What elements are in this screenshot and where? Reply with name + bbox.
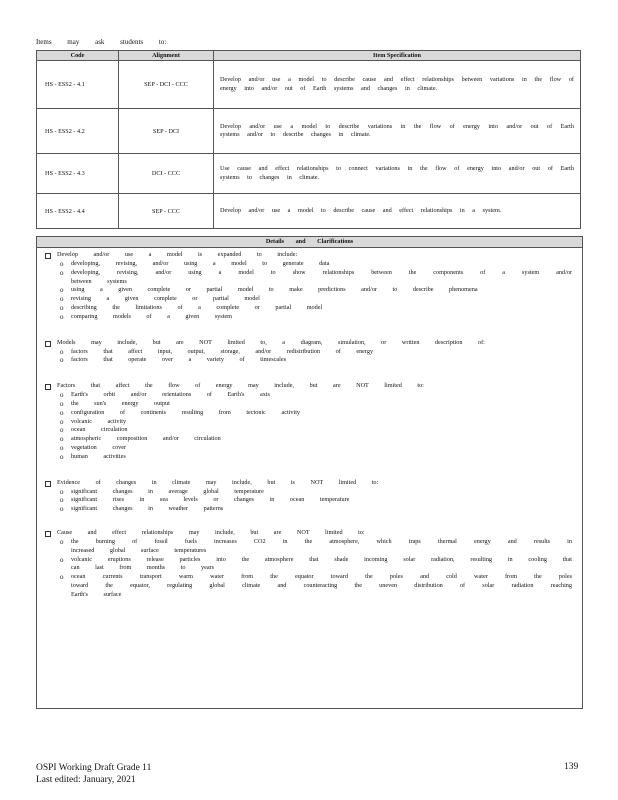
row-alignment: SEP - DCI <box>119 109 214 154</box>
list-item-text: ocean currents transport warm water from the equator toward the poles and cold water from the poles toward the equator, regulating global climate and counteracting the uneven distribution of solar radiation reaching Earth's surface <box>71 573 572 598</box>
circle-bullet-icon: o <box>60 435 64 444</box>
circle-bullet-icon: o <box>60 505 64 514</box>
list-item <box>43 426 576 435</box>
details-section <box>43 338 576 366</box>
list-item-text: comparing models of a given system <box>71 312 232 320</box>
section-heading-text: Develop and/or use a model is expanded to include: <box>57 251 298 258</box>
section-heading <box>43 338 576 348</box>
list-item-text: atmospheric composition and/or circulation <box>71 435 221 443</box>
list-item <box>43 269 576 287</box>
list-item-text: volcanic activity <box>71 417 127 425</box>
square-bullet-icon <box>45 253 51 259</box>
list-item <box>43 400 576 409</box>
list-item <box>43 313 576 322</box>
details-section <box>43 381 576 461</box>
list-item <box>43 356 576 365</box>
section-heading-text: Factors that affect the flow of energy may include, but are NOT limited to: <box>57 382 424 390</box>
circle-bullet-icon: o <box>60 391 64 400</box>
circle-bullet-icon: o <box>60 487 64 496</box>
list-item <box>43 260 576 269</box>
row-code: HS - ESS2 - 4.3 <box>37 154 119 194</box>
list-item-text: developing, revising, and/or using a model to generate data <box>71 260 330 267</box>
section-heading-text: Cause and effect relationships may include, but are NOT limited to: <box>57 528 365 536</box>
table-header-row <box>37 51 581 61</box>
alignment-header: Alignment <box>119 51 214 61</box>
list-item <box>43 488 576 497</box>
list-item-text: significant changes in average global temperature <box>71 487 264 495</box>
details-header: Details and Clarifications <box>37 236 582 248</box>
row-spec: Develop and/or use a model to describe cause and effect relationships in a system. <box>214 194 581 229</box>
square-bullet-icon <box>45 341 51 347</box>
list-item-text: vegetation cover <box>71 443 127 451</box>
list-item-text: configuration of continents resulting from tectonic activity <box>71 408 301 416</box>
list-item <box>43 295 576 304</box>
intro-text: Items may ask students to: <box>36 38 167 46</box>
item-specification-table <box>36 50 581 229</box>
row-alignment: SEP - DCI - CCC <box>119 61 214 109</box>
circle-bullet-icon: o <box>60 286 64 295</box>
list-item <box>43 286 576 295</box>
list-item <box>43 348 576 357</box>
list-item-text: the burning of fossil fuels increases CO2 in the atmosphere, which traps thermal energy and results in increased global surface temperatures <box>71 537 572 554</box>
circle-bullet-icon: o <box>60 347 64 356</box>
list-item-text: the sun's energy output <box>71 399 170 407</box>
row-code: HS - ESS2 - 4.1 <box>37 61 119 109</box>
circle-bullet-icon: o <box>60 312 64 321</box>
list-item-text: significant rises in sea levels or changes in ocean temperature <box>71 496 350 504</box>
circle-bullet-icon: o <box>60 295 64 304</box>
row-code: HS - ESS2 - 4.2 <box>37 109 119 154</box>
footer-doc-title: OSPI Working Draft Grade 11 <box>36 763 152 773</box>
list-item-text: significant changes in weather patterns <box>71 505 224 513</box>
footer-edited: Last edited: January, 2021 <box>36 775 136 785</box>
page-number: 139 <box>564 762 579 772</box>
list-item-text: ocean circulation <box>71 426 128 434</box>
circle-bullet-icon: o <box>60 555 64 564</box>
circle-bullet-icon: o <box>60 303 64 312</box>
details-box <box>36 236 583 709</box>
details-section <box>43 478 576 514</box>
circle-bullet-icon: o <box>60 443 64 452</box>
square-bullet-icon <box>45 531 51 537</box>
list-item <box>43 505 576 514</box>
list-item <box>43 573 576 599</box>
circle-bullet-icon: o <box>60 496 64 505</box>
circle-bullet-icon: o <box>60 537 64 546</box>
table-row <box>37 61 581 109</box>
square-bullet-icon <box>45 384 51 390</box>
list-item <box>43 409 576 418</box>
list-item <box>43 391 576 400</box>
list-item-text: developing, revising, and/or using a model to show relationships between the components of a system and/or between systems <box>71 268 572 285</box>
list-item-text: human activities <box>71 452 126 460</box>
details-sections <box>37 250 582 600</box>
list-item <box>43 418 576 427</box>
table-row <box>37 154 581 194</box>
circle-bullet-icon: o <box>60 260 64 268</box>
section-heading <box>43 381 576 391</box>
list-item-text: factors that affect input, output, storage, and/or redistribution of energy <box>71 347 374 355</box>
row-alignment: DCI - CCC <box>119 154 214 194</box>
row-code: HS - ESS2 - 4.4 <box>37 194 119 229</box>
row-spec: Develop and/or use a model to describe cause and effect relationships between variations in the flow of energy into and/or out of Earth systems and changes in climate. <box>214 61 581 109</box>
section-heading <box>43 528 576 538</box>
list-item-text: volcanic eruptions release particles into the atmosphere that shade incoming solar radiation, resulting in cooling that can last from months to years <box>71 555 572 572</box>
list-item-text: factors that operate over a variety of timescales <box>71 356 286 364</box>
circle-bullet-icon: o <box>60 417 64 426</box>
footer-left <box>36 762 151 786</box>
list-item <box>43 496 576 505</box>
circle-bullet-icon: o <box>60 399 64 408</box>
list-item-text: Earth's orbit and/or orientations of Earth's axis <box>71 391 270 399</box>
details-section <box>43 250 576 322</box>
list-item <box>43 444 576 453</box>
list-item <box>43 304 576 313</box>
square-bullet-icon <box>45 481 51 487</box>
list-item-text: using a given complete or partial model to make predictions and/or to describe phenomena <box>71 286 478 294</box>
circle-bullet-icon: o <box>60 408 64 417</box>
section-heading <box>43 250 576 260</box>
circle-bullet-icon: o <box>60 452 64 461</box>
table-row <box>37 109 581 154</box>
section-heading-text: Evidence of changes in climate may include, but is NOT limited to: <box>57 478 379 486</box>
details-section <box>43 528 576 600</box>
section-heading-text: Models may include, but are NOT limited to, a diagram, simulation, or written description of: <box>57 338 485 346</box>
circle-bullet-icon: o <box>60 573 64 582</box>
row-spec: Use cause and effect relationships to connect variations in the flow of energy into and/or out of Earth systems to changes in climate. <box>214 154 581 194</box>
list-item <box>43 556 576 574</box>
list-item <box>43 453 576 462</box>
list-item <box>43 538 576 556</box>
row-alignment: SEP - CCC <box>119 194 214 229</box>
row-spec: Develop and/or use a model to describe variations in the flow of energy into and/or out of Earth systems and/or to describe changes in climate. <box>214 109 581 154</box>
list-item-text: describing the limitations of a complete or partial model <box>71 303 323 311</box>
list-item-text: revising a given complete or partial model <box>71 295 260 303</box>
section-heading <box>43 478 576 488</box>
spec-header: Item Specification <box>214 51 581 61</box>
table-row <box>37 194 581 229</box>
circle-bullet-icon: o <box>60 268 64 277</box>
list-item <box>43 435 576 444</box>
circle-bullet-icon: o <box>60 356 64 365</box>
circle-bullet-icon: o <box>60 426 64 435</box>
code-header: Code <box>37 51 119 61</box>
